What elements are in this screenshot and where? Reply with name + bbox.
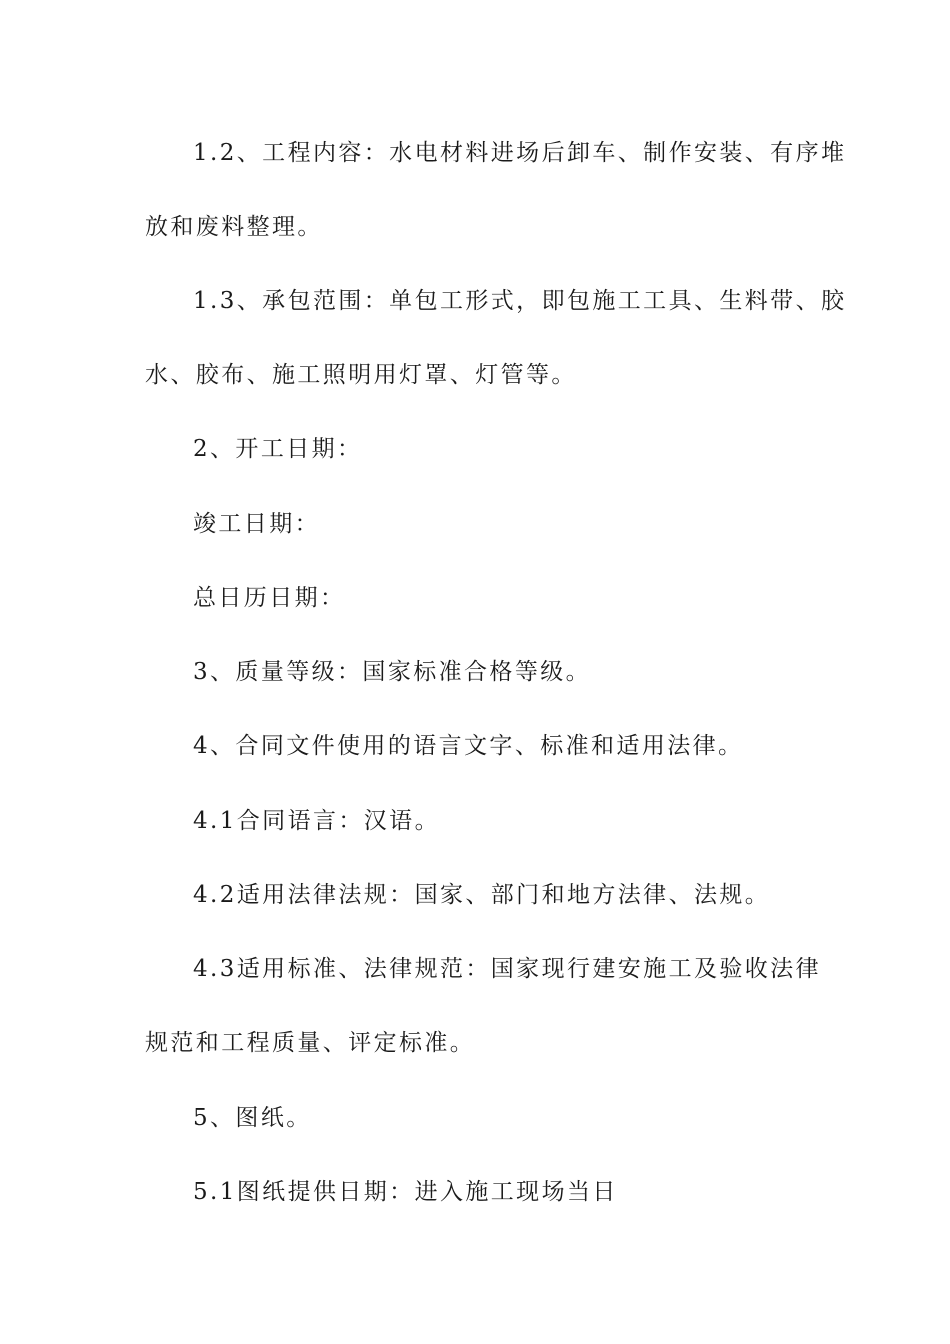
paragraph-start-date: 2、开工日期：	[193, 436, 363, 462]
paragraph-1-2-line-1: 1.2、工程内容：水电材料进场后卸车、制作安装、有序堆	[193, 140, 847, 166]
paragraph-4-2: 4.2适用法律法规：国家、部门和地方法律、法规。	[193, 882, 771, 908]
paragraph-completion-date: 竣工日期：	[193, 511, 320, 537]
paragraph-4-1: 4.1合同语言：汉语。	[193, 808, 440, 834]
paragraph-4-3-line-1: 4.3适用标准、法律规范：国家现行建安施工及验收法律	[193, 956, 821, 982]
paragraph-drawings-heading: 5、图纸。	[193, 1105, 312, 1131]
paragraph-5-1: 5.1图纸提供日期：进入施工现场当日	[193, 1179, 618, 1205]
paragraph-1-2-line-2: 放和废料整理。	[145, 214, 323, 240]
paragraph-total-calendar-days: 总日历日期：	[193, 585, 346, 611]
paragraph-4-3-line-2: 规范和工程质量、评定标准。	[145, 1030, 476, 1056]
paragraph-1-3-line-1: 1.3、承包范围：单包工形式，即包施工工具、生料带、胶	[193, 288, 847, 314]
paragraph-1-3-line-2: 水、胶布、施工照明用灯罩、灯管等。	[145, 362, 577, 388]
paragraph-contract-language-heading: 4、合同文件使用的语言文字、标准和适用法律。	[193, 733, 744, 759]
paragraph-quality-grade: 3、质量等级：国家标准合格等级。	[193, 659, 592, 685]
